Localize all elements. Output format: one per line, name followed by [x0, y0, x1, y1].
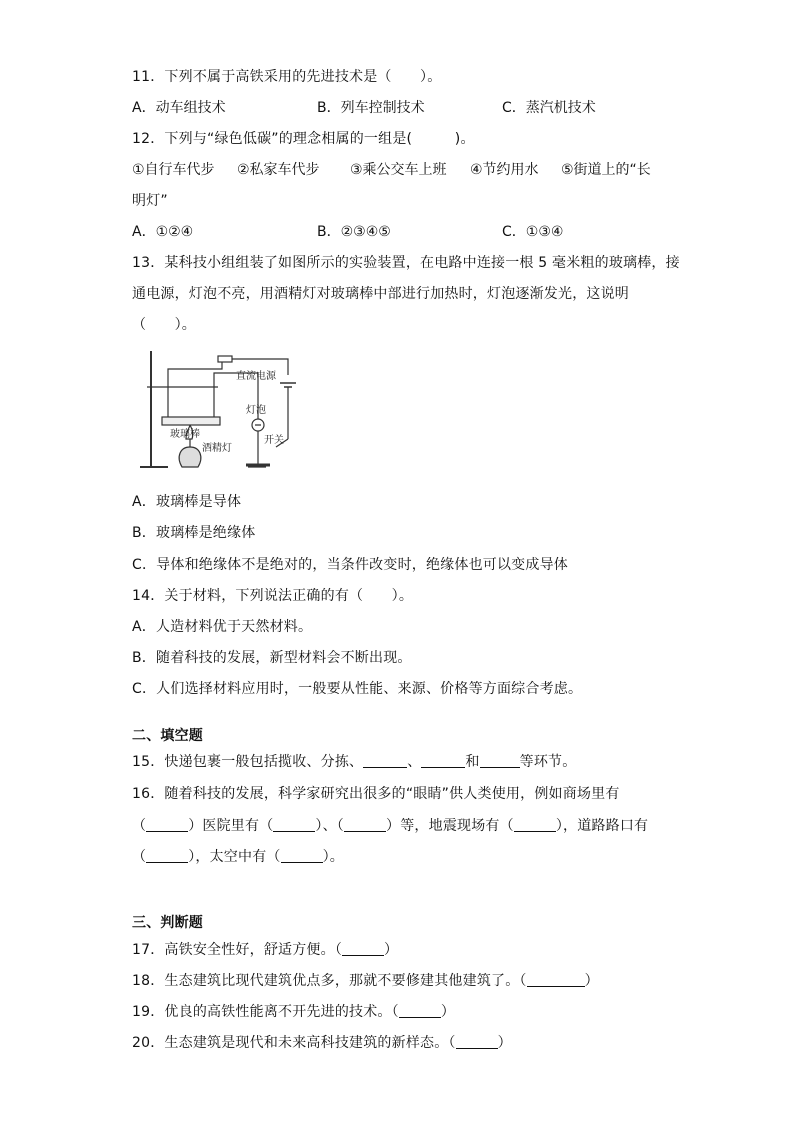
- q17-blank[interactable]: [342, 940, 384, 956]
- q12-item-4: ④节约用水: [470, 162, 539, 178]
- section-judgment-title: 三、判断题: [132, 915, 203, 931]
- q14-stem: 14．关于材料，下列说法正确的有（ ）。: [132, 588, 414, 604]
- q20-blank[interactable]: [456, 1033, 498, 1049]
- q13-option-c: C．导体和绝缘体不是绝对的，当条件改变时，绝缘体也可以变成导体: [132, 557, 568, 573]
- q13-option-a: A．玻璃棒是导体: [132, 494, 242, 510]
- resistor: [218, 356, 232, 362]
- label-switch: 开关: [264, 435, 284, 446]
- q16-text: （: [132, 818, 147, 834]
- q16-text: ）。: [322, 849, 345, 865]
- q19-stem: 19．优良的高铁性能离不开先进的技术。（: [132, 1004, 399, 1020]
- q16-line1: 16．随着科技的发展，科学家研究出很多的“眼睛”供人类使用，例如商场里有: [132, 786, 620, 802]
- q14-option-c: C．人们选择材料应用时，一般要从性能、来源、价格等方面综合考虑。: [132, 681, 583, 697]
- q15-text-4: 等环节。: [519, 754, 577, 770]
- q15-blank-2[interactable]: [421, 752, 465, 768]
- q14-option-b: B．随着科技的发展，新型材料会不断出现。: [132, 650, 412, 666]
- q16-text: ），太空中有（: [188, 849, 281, 865]
- q15-text-3: 和: [465, 754, 480, 770]
- q12-item-5-cont: 明灯”: [132, 193, 168, 209]
- label-power: 直流电源: [236, 371, 276, 382]
- alcohol-lamp-body: [179, 447, 201, 467]
- q12-option-c: C．①③④: [502, 224, 564, 240]
- q18-line: [132, 971, 599, 991]
- q17-stem: 17．高铁安全性好，舒适方便。（: [132, 942, 343, 958]
- q13-circuit-diagram: [138, 347, 298, 471]
- q11-option-b: B．列车控制技术: [317, 100, 425, 116]
- q16-text: ），道路路口有: [555, 818, 649, 834]
- q16-text: ）等，地震现场有（: [386, 818, 514, 834]
- label-rod: 玻璃棒: [170, 429, 200, 440]
- q16-blank-hospital-1[interactable]: [273, 816, 315, 832]
- battery-symbol: [280, 383, 296, 387]
- q20-stem: 20．生态建筑是现代和未来高科技建筑的新样态。（: [132, 1035, 456, 1051]
- q12-item-2: ②私家车代步: [237, 162, 320, 178]
- q14-option-a: A．人造材料优于天然材料。: [132, 619, 313, 635]
- label-lamp: 酒精灯: [202, 443, 232, 454]
- glass-rod: [162, 417, 220, 425]
- q15-blank-3[interactable]: [480, 752, 520, 768]
- q16-text: ）、（: [315, 818, 345, 834]
- q16-blank-mall[interactable]: [146, 816, 188, 832]
- q16-line2: [132, 816, 648, 836]
- q18-stem: 18．生态建筑比现代建筑优点多，那就不要修建其他建筑了。（: [132, 973, 527, 989]
- q17-line: [132, 940, 398, 960]
- q12-option-b: B．②③④⑤: [317, 224, 391, 240]
- q13-option-b: B．玻璃棒是绝缘体: [132, 525, 256, 541]
- q11-stem: 11．下列不属于高铁采用的先进技术是（ ）。: [132, 69, 442, 85]
- q20-end: ）: [497, 1035, 512, 1051]
- q17-end: ）: [384, 942, 399, 958]
- q15-line: [132, 752, 576, 772]
- q16-text: ）医院里有（: [188, 818, 274, 834]
- q16-text: （: [132, 849, 147, 865]
- q12-item-1: ①自行车代步: [132, 162, 215, 178]
- q20-line: [132, 1033, 512, 1053]
- q18-blank[interactable]: [527, 971, 585, 987]
- q13-stem-line1: 13．某科技小组组装了如图所示的实验装置，在电路中连接一根 5 毫米粗的玻璃棒，接: [132, 255, 680, 271]
- bulb-stem: [255, 425, 261, 467]
- q12-option-a: A．①②④: [132, 224, 194, 240]
- q16-blank-road[interactable]: [146, 847, 188, 863]
- q18-end: ）: [584, 973, 599, 989]
- q13-stem-line3: （ ）。: [132, 317, 196, 333]
- q11-option-a: A．动车组技术: [132, 100, 226, 116]
- q16-blank-hospital-2[interactable]: [344, 816, 386, 832]
- q15-text-2: 、: [407, 754, 422, 770]
- q19-blank[interactable]: [399, 1002, 441, 1018]
- section-fill-in-title: 二、填空题: [132, 728, 203, 744]
- q19-line: [132, 1002, 455, 1022]
- q12-item-3: ③乘公交车上班: [350, 162, 447, 178]
- q13-stem-line2: 通电源，灯泡不亮，用酒精灯对玻璃棒中部进行加热时，灯泡逐渐发光，这说明: [132, 286, 629, 302]
- q16-blank-space[interactable]: [281, 847, 323, 863]
- q15-text-1: 15．快递包裹一般包括揽收、分拣、: [132, 754, 364, 770]
- label-bulb: 灯泡: [246, 405, 266, 416]
- q16-line3: [132, 847, 344, 867]
- rod-hangers: [168, 387, 214, 417]
- q12-stem: 12．下列与“绿色低碳”的理念相属的一组是( )。: [132, 131, 475, 147]
- q11-option-c: C．蒸汽机技术: [502, 100, 596, 116]
- q19-end: ）: [440, 1004, 456, 1020]
- q16-blank-earthquake[interactable]: [514, 816, 556, 832]
- q15-blank-1[interactable]: [363, 752, 407, 768]
- q12-item-5: ⑤街道上的“长: [561, 162, 651, 178]
